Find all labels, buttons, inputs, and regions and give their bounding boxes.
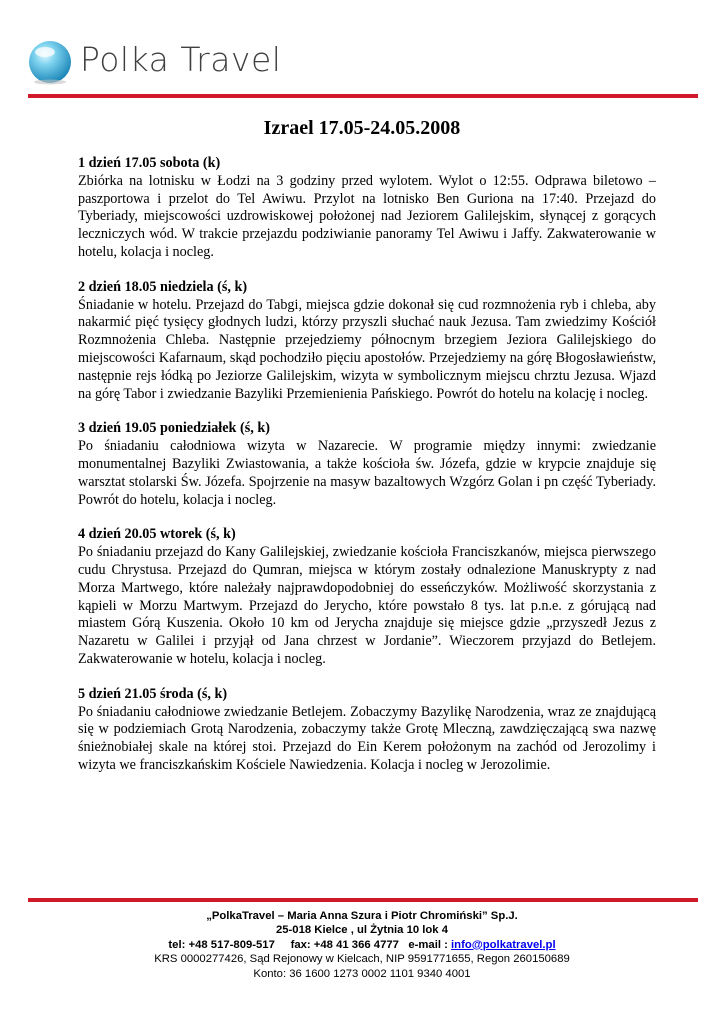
day-5: [78, 686, 656, 775]
day-heading: 3 dzień 19.05 poniedziałek (ś, k): [78, 420, 270, 437]
header-divider: [28, 94, 698, 98]
day-description: Po śniadaniu przejazd do Kany Galilejskiej, zwiedzanie kościoła Franciszkanów, miejsca pierwszego cudu Chrystusa. Przejazd do Qumran, miejsca w którym zostały odnalezione Manuskrypty z nad Morza Martwego, które należały najprawdopodobniej do esseńczyków. Możliwość skorzystania z kąpieli w Morzu Martwym. Przejazd do Jerycho, które powstało 8 tys. lat p.n.e. z górującą nad miastem Górą Kuszenia. Około 10 km od Jerycha znajduje się miejsce gdzie „przyszedł Jezus z Nazaretu w Galilei i przyjął od Jana chrzest w Jordanie”. Wieczorem przyjazd do Betlejem. Zakwaterowanie w hotelu, kolacja i nocleg.: [78, 544, 656, 667]
day-2: [78, 279, 656, 404]
day-heading: 1 dzień 17.05 sobota (k): [78, 155, 221, 171]
logo-text: Polka Travel: [80, 40, 282, 79]
page-title: Izrael 17.05-24.05.2008: [263, 117, 461, 139]
day-description: Śniadanie w hotelu. Przejazd do Tabgi, miejsca gdzie dokonał się cud rozmnożenia ryb i chleba, aby nakarmić pięć tysięcy głodnych ludzi, którzy przyszli słuchać nauk Jezusa. Tam zwiedzimy Kościół Rozmnożenia Chleba. Następnie przejedziemy północnym brzegiem Jeziora Galilejskiego do miejscowości Kafarnaum, skąd pochodziło pięciu apostołów. Przejedziemy na górę Błogosławieństw, następnie rejs łódką po Jeziorze Galilejskim, wizyta w symbolicznym miejscu chrztu Jezusa. Wjazd na górę Tabor i zwiedzanie Bazyliki Przemienienia Pańskiego. Powrót do hotelu na kolację i nocleg.: [78, 296, 656, 402]
itinerary: [78, 155, 656, 792]
day-description: Zbiórka na lotnisku w Łodzi na 3 godziny przed wylotem. Wylot o 12:55. Odprawa biletowo – paszportowa i przelot do Tel Awiwu. Przylot na lotnisko Ben Guriona na 17:40. Przejazd do Tyberiady, miejscowości uzdrowiskowej położonej nad Jeziorem Galilejskim, słynącej z gorących leczniczych wód. W trakcie przejazdu podziwianie panoramy Tel Awiwu i Jaffy. Zakwaterowanie w hotelu, kolacja i nocleg.: [78, 172, 656, 260]
day-description: Po śniadaniu całodniowe zwiedzanie Betlejem. Zobaczymy Bazylikę Narodzenia, wraz ze znajdującą się w podziemiach Grotą Narodzenia, zobaczymy także Grotę Mleczną, zawdzięczającą swa nazwę śnieżnobiałej skale na której stoi. Przejazd do Ein Kerem położonym na zachód od Jerozolimy i wizyta we franciszkańskim Kościele Nawiedzenia. Kolacja i nocleg w Jerozolimie.: [78, 703, 656, 773]
day-4: [78, 526, 656, 668]
day-heading: 4 dzień 20.05 wtorek (ś, k): [78, 526, 236, 543]
day-description: Po śniadaniu całodniowa wizyta w Nazarecie. W programie między innymi: zwiedzanie monumentalnej Bazyliki Zwiastowania, a także kościoła św. Józefa, gdzie w krypcie znajduje się warsztat stolarski Św. Józefa. Spojrzenie na masyw bazaltowych Wzgórz Golan i pn część Tyberiady. Powrót do hotelu, kolacja i nocleg.: [78, 438, 656, 508]
footer-account: Konto: 36 1600 1273 0002 1101 9340 4001: [253, 967, 471, 980]
day-3: [78, 420, 656, 509]
day-heading: 2 dzień 18.05 niedziela (ś, k): [78, 278, 248, 295]
day-heading: 5 dzień 21.05 środa (ś, k): [78, 685, 228, 702]
footer-address: 25-018 Kielce , ul Żytnia 10 lok 4: [275, 924, 449, 937]
footer-divider: [28, 898, 698, 902]
footer-company: „PolkaTravel – Maria Anna Szura i Piotr Chromiński” Sp.J.: [206, 910, 518, 922]
page-footer: [0, 909, 724, 981]
email-link[interactable]: info@polkatravel.pl: [451, 938, 556, 951]
page-header: [0, 0, 724, 100]
footer-registry: KRS 0000277426, Sąd Rejonowy w Kielcach, NIP 9591771655, Regon 260150689: [154, 953, 570, 966]
globe-logo-icon: [26, 38, 74, 86]
day-1: [78, 155, 656, 262]
footer-contact: [0, 938, 724, 952]
footer-contact-text: tel: +48 517-809-517 fax: +48 41 366 4777 e-mail :: [168, 938, 452, 951]
